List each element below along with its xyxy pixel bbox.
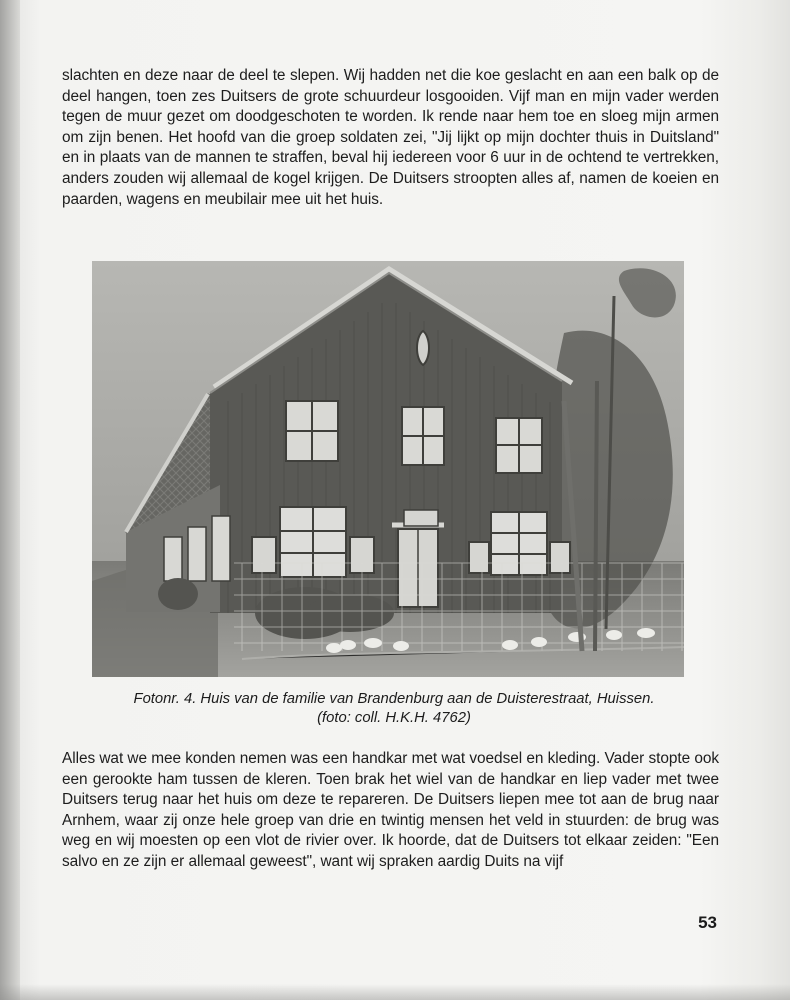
photo-caption-line-2: (foto: coll. H.K.H. 4762) bbox=[317, 710, 471, 726]
page-number: 53 bbox=[698, 913, 717, 932]
top-paragraph: slachten en deze naar de deel te slepen. Wij hadden net die koe geslacht en aan een balk op de deel hangen, toen zes Duitsers de grote schuurdeur losgooiden. Vijf man en mijn vader werden tegen de muur gezet om doodgeschoten te worden. Ik rende naar hem toe en sloeg mijn armen om zijn benen. Het hoofd van die groep soldaten zei, "Jij lijkt op mijn dochter thuis in Duitsland" en in plaats van de mannen te straffen, beval hij iedereen voor 6 uur in de ochtend te vertrekken, anders zouden wij allemaal de kogel krijgen. De Duitsers stroopten alles af, namen de koeien en paarden, wagens en meubilair mee uit het huis. bbox=[62, 67, 719, 208]
bottom-paragraph: Alles wat we mee konden nemen was een handkar met wat voedsel en kleding. Vader stopte ook een gerookte ham tussen de kleren. Toen brak het wiel van de handkar en liep vader met twee Duitsers terug naar het huis om deze te repareren. De Duitsers liepen mee tot aan de brug naar Arnhem, waar zij onze hele groep van drie en twintig mensen het veld in stuurden: de brug was weg en wij moesten op een vlot de rivier over. Ik hoorde, dat de Duitsers tot elkaar zeiden: "Een salvo en ze zijn er allemaal geweest", want wij spraken aardig Duits na vijf bbox=[62, 750, 719, 870]
house-photo bbox=[92, 261, 684, 677]
photo-caption bbox=[88, 690, 700, 728]
photo-caption-line-1: Fotonr. 4. Huis van de familie van Brandenburg aan de Duisterestraat, Huissen. bbox=[133, 691, 655, 707]
